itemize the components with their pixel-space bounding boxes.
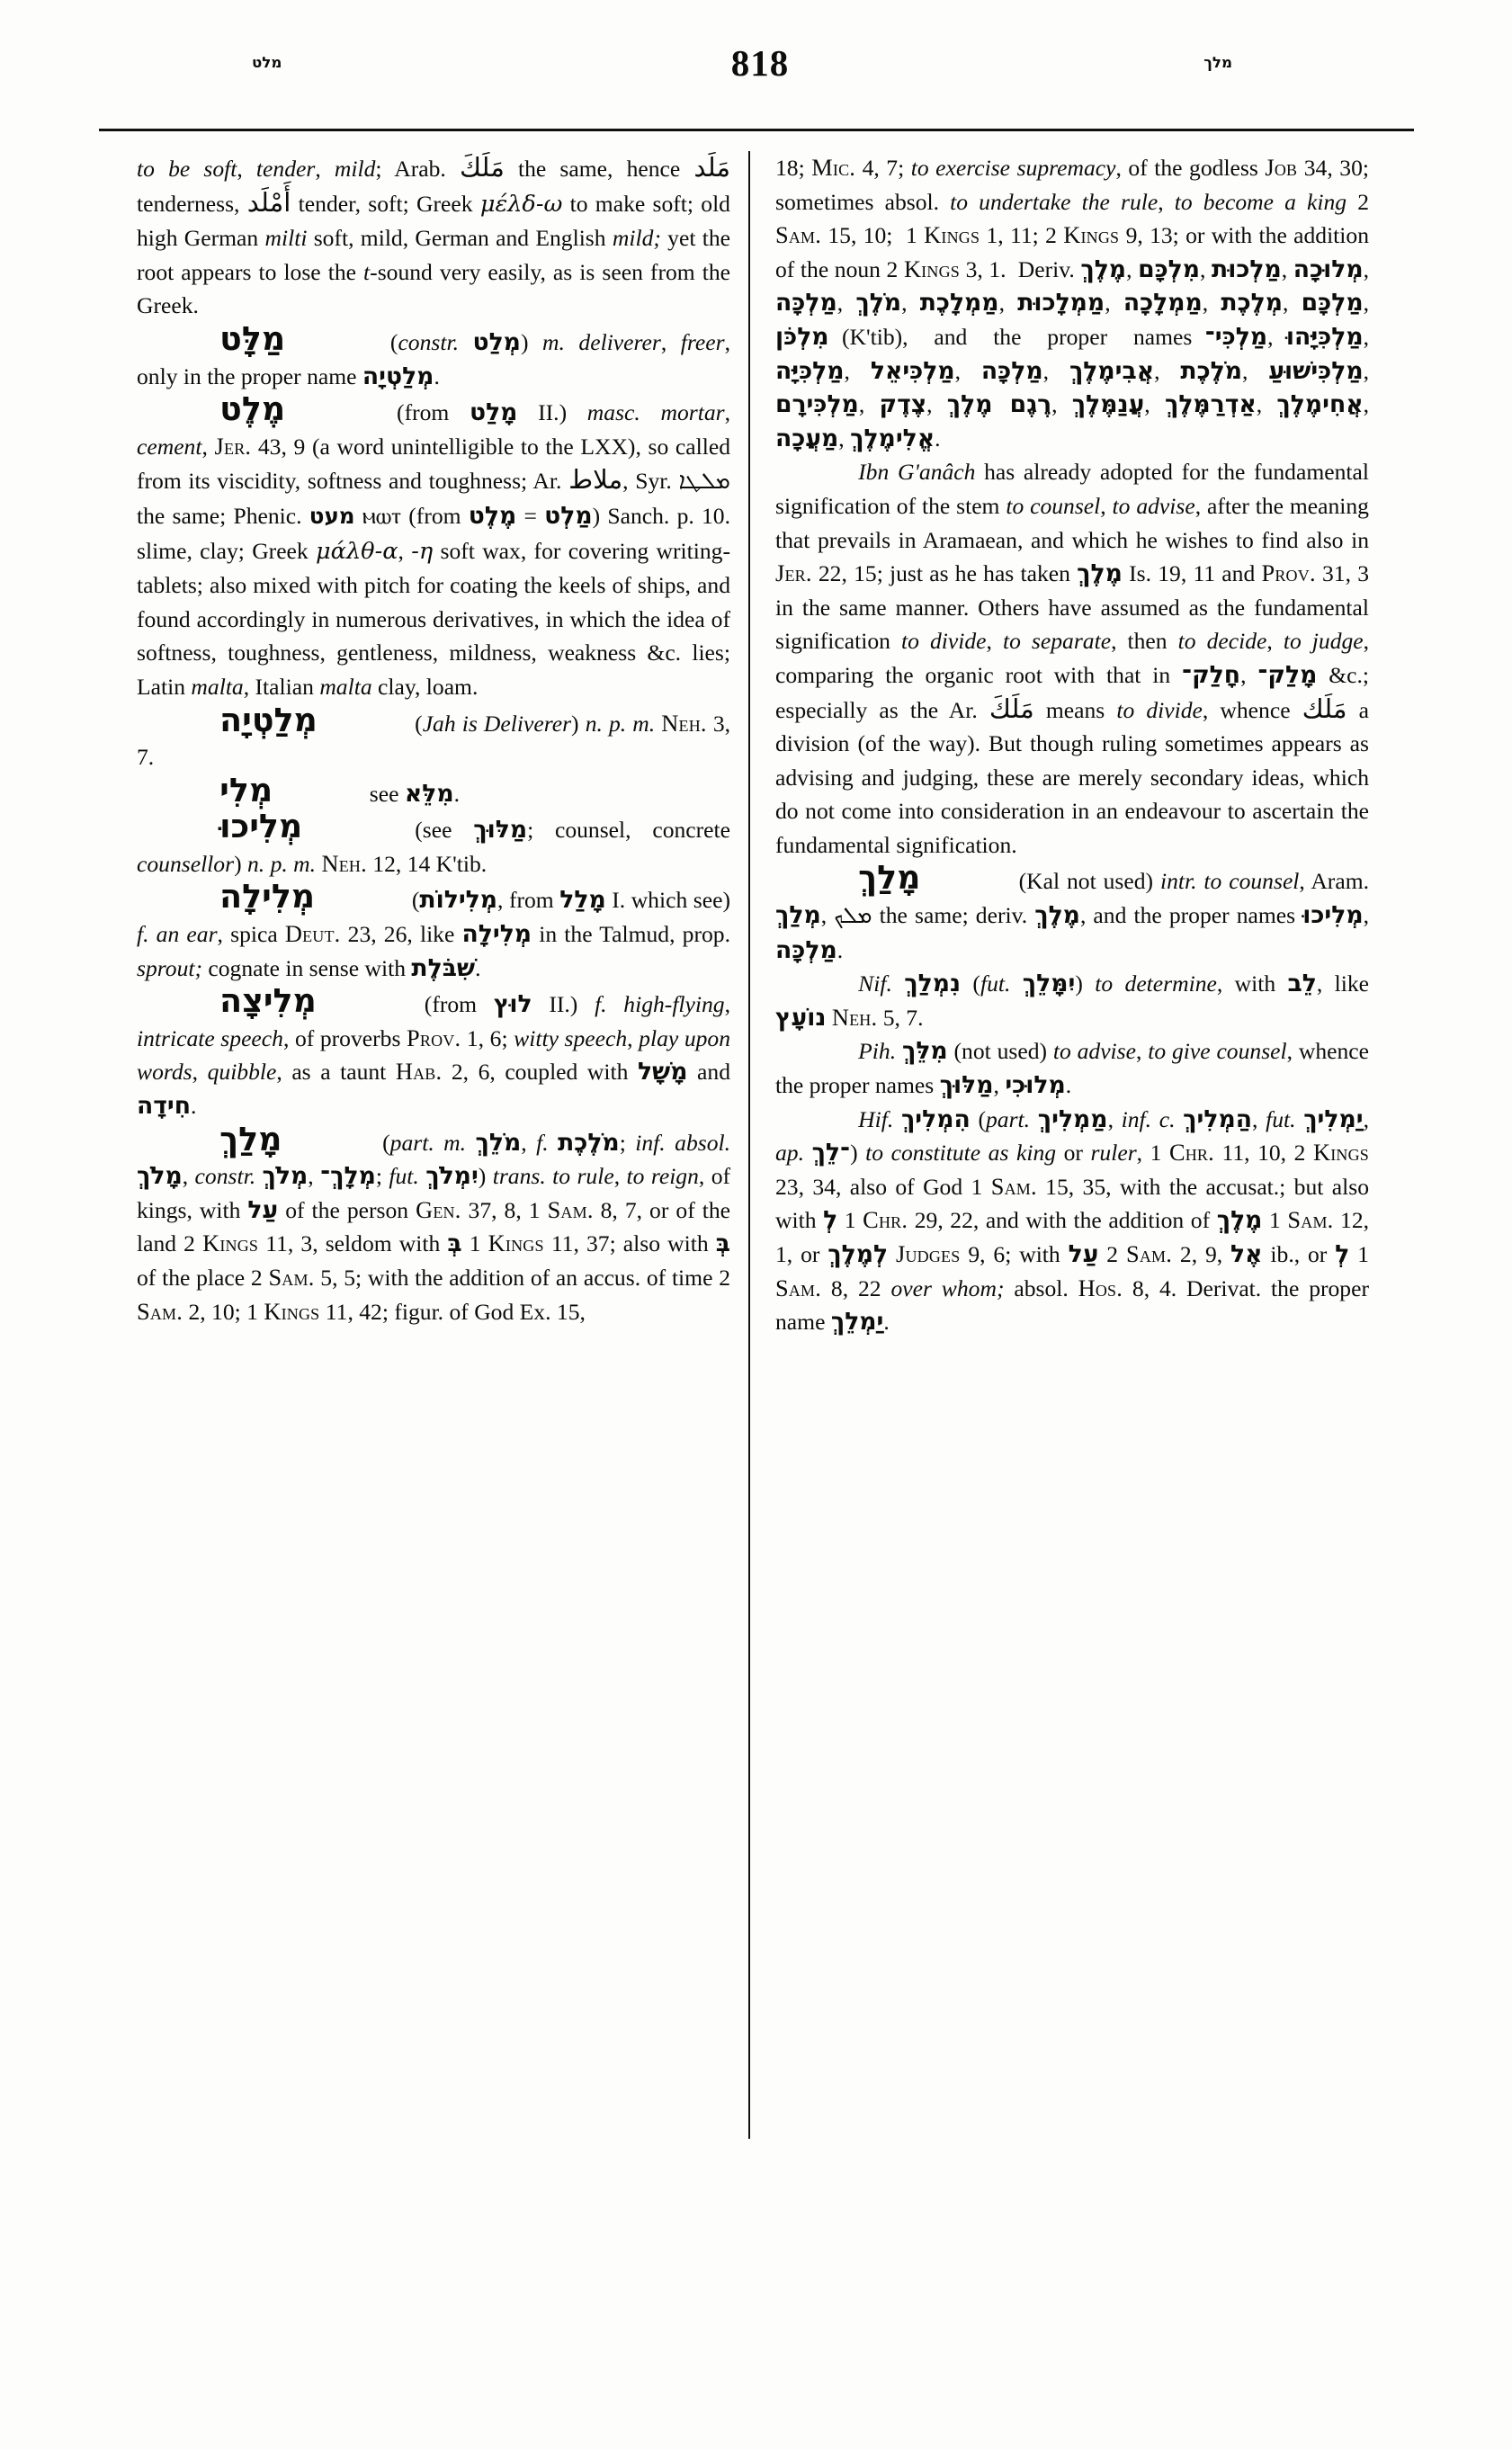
hebrew-form: מְלוּכָה [1293, 255, 1364, 283]
page-number: 818 [730, 42, 790, 84]
hebrew-form: אַדְרַמֶּלֶךְ [1164, 390, 1257, 419]
bible-ref: Hab. [395, 1059, 443, 1086]
bible-ref: Deut. [284, 921, 341, 948]
hebrew-form: מַלְכִּירָם [775, 390, 859, 419]
hebrew-form: מַלְכָּם [1301, 289, 1364, 317]
greek-word: -η [411, 537, 434, 565]
hebrew-form: מֶלֶךְ [1216, 1206, 1263, 1235]
hebrew-form: בְּ [447, 1229, 462, 1258]
hebrew-form: מַלְכִּיָּה [775, 356, 845, 385]
hebrew-form: מָשָׁל [637, 1058, 688, 1086]
hebrew-form: מַלְכִּיָּהוּ [1285, 322, 1364, 351]
hebrew-form: מַלְכָּה [775, 289, 837, 317]
greek-word: μάλθ-α [316, 537, 398, 565]
hebrew-form: נוֹעָץ [775, 1003, 827, 1032]
entry-lemma: מַלָּט [219, 318, 286, 358]
entry-melet-mortar: מֶלֶט (from מָלַט II.) masc. mortar, cement, Jer. 43, 9 (a word unintelligible to the LXX), so called from its viscidity, softness and toughness; Ar. ملاط, Syr. ܡܠܛܐ the same; Phenic. מעט ⲙⲱⲧ (from מֶלֶט = מַלְט) Sanch. p. 10. slime, clay; Greek μάλθ-α, -η soft wax, for covering writing-tablets; also mixed with pitch for coating the keels of ships, and found accordingly in numerous derivatives, in which the idea of softness, toughness, gentleness, mildness, weakness &c. lies; Latin malta, Italian malta clay, loam. [137, 389, 731, 700]
syriac-word: ܡܠܟ [834, 902, 872, 930]
hebrew-form: מֹלֶךְ [855, 289, 902, 317]
greek-word: μέλδ-ω [479, 190, 563, 218]
hebrew-form: אֶל [1230, 1240, 1263, 1268]
hebrew-form: מַמְלָכוּת [1017, 289, 1105, 317]
hebrew-form: מַלְכִּיאֵל [870, 356, 955, 385]
hebrew-form: מְלָךְ־ [320, 1162, 376, 1191]
hebrew-form: מֹלֵךְ [475, 1128, 522, 1157]
entry-hifil: Hif. הִמְלִיךְ (part. מַמְלִיךְ, inf. c. הַמְלִיךְ, fut. יַמְלִיךְ, ap. ־לֵךְ) to constitute as king or ruler, 1 Chr. 11, 10, 2 Kings 23, 34, also of God 1 Sam. 15, 35, with the accusat.; but also with לְ 1 Chr. 29, 22, and with the addition of מֶלֶךְ 1 Sam. 12, 1, or לְמֶלֶךְ Judges 9, 6; with עַל 2 Sam. 2, 9, אֶל ib., or לְ 1 Sam. 8, 22 over whom; absol. Hos. 8, 4. Derivat. the proper name יַמְלֵךְ. [775, 1104, 1370, 1337]
bible-ref: Sam. [775, 222, 822, 249]
hebrew-form: מֶלֶךְ [1034, 901, 1080, 930]
hebrew-form: מִלְכֹּן [775, 322, 829, 351]
bible-ref: Sam. [547, 1196, 594, 1223]
arabic-word: مَلَكَ [989, 693, 1034, 724]
entry-lemma: מָלַךְ [858, 858, 921, 898]
hebrew-form: מַמְלָכֶת [919, 289, 999, 317]
hebrew-form: מְלִיכוּ [1302, 901, 1364, 930]
entry-lemma: מְלִילָה [219, 877, 316, 917]
hebrew-form: מְלִילוֹת [419, 886, 498, 915]
hebrew-form: מעט [309, 502, 355, 529]
bible-ref: Sam. [1125, 1241, 1173, 1267]
entry-melatyah: מְלַטְיָה (Jah is Deliverer) n. p. m. Neh. 3, 7. [137, 700, 731, 771]
bible-ref: Kings [264, 1298, 320, 1325]
hebrew-form: מַלְכָּה [980, 356, 1043, 385]
hebrew-form: מָלַט [470, 398, 518, 427]
hebrew-form: צֶדֶק [879, 390, 927, 419]
column-right [775, 151, 1369, 1339]
hebrew-form: מַלּוּךְ [939, 1071, 994, 1100]
hebrew-form: יַמְלִיךְ [1303, 1104, 1364, 1133]
hebrew-form: לְ [823, 1206, 838, 1235]
bible-ref: Sam. [137, 1298, 183, 1325]
hebrew-form: מְלֶכֶת [1221, 289, 1284, 317]
hebrew-form: עֲנַמֶּלֶךְ [1071, 390, 1145, 419]
arabic-word: مَلَد [693, 152, 731, 183]
entry-meli: מְלִי see מִלֵּא. [219, 770, 461, 809]
hebrew-form: בְּ [715, 1229, 730, 1258]
entry-nifal: Nif. נִמְלַךְ (fut. יִמָּלֵךְ) to determine, with לֵב, like נוֹעָץ Neh. 5, 7. [775, 970, 1369, 1032]
arabic-word: أَمْلَد [246, 186, 291, 218]
bible-ref: Neh. [831, 1004, 878, 1031]
hebrew-form: מֶלֶט [468, 501, 517, 530]
bible-ref: Chr. [1168, 1140, 1214, 1167]
hebrew-form: מַלְכִּי־ [1204, 322, 1268, 351]
hebrew-form: מְלַטְיָה [362, 362, 434, 390]
entry-lemma: מְלִיצָה [219, 981, 317, 1021]
bible-ref: Job [1265, 155, 1298, 181]
running-head-left-catchword: מלט [252, 54, 282, 71]
hebrew-form: אֱלִימֶלֶךְ [850, 424, 935, 452]
bible-ref: Hos. [1078, 1274, 1123, 1301]
entry-lemma: מְלִיכוּ [219, 807, 303, 846]
entry-lemma: מְלִי [219, 770, 273, 809]
hebrew-form: מַלְכִּישׁוּעַ [1268, 356, 1364, 385]
arabic-word: مَلَكَ [459, 152, 505, 183]
hebrew-form: מְלֹךְ [262, 1162, 309, 1191]
hebrew-form: לֵב [1287, 970, 1317, 998]
bible-ref: Neh. [661, 710, 707, 737]
hebrew-form: הִמְלִיךְ [900, 1104, 971, 1133]
paragraph-malat-continued: to be soft, tender, mild; Arab. مَلَكَ the same, hence مَلَد tenderness, أَمْلَد tender, soft; Greek μέλδ-ω to make soft; old high German milti soft, mild, German and English mild; yet the root appears to lose the t-sound very easily, as is seen from the Greek. [137, 152, 731, 319]
hebrew-form: יִמְלֹךְ [425, 1162, 479, 1191]
hebrew-form: מֹלֶכֶת [558, 1128, 620, 1157]
running-head-right-catchword: מלך [1203, 54, 1232, 71]
hebrew-form: מַעֲכָה [775, 424, 839, 452]
bible-ref: Sam. [1287, 1207, 1334, 1234]
entry-melat-deliverer: מַלָּט (constr. מְלַט) m. deliverer, freer, only in the proper name מְלַטְיָה. [137, 318, 731, 390]
column-left [137, 151, 730, 1328]
entry-malak-verb: מָלַךְ (part. m. מֹלֵךְ, f. מֹלֶכֶת; inf. absol. מָלֹךְ, constr. מְלֹךְ, מְלָךְ־; fut. יִמְלֹךְ) trans. to rule, to reign, of kings, with עַל of the person Gen. 37, 8, 1 Sam. 8, 7, or of the land 2 Kings 11, 3, seldom with בְּ 1 Kings 11, 37; also with בְּ of the place 2 Sam. 5, 5; with the addition of an accus. of time 2 Sam. 2, 10; 1 Kings 11, 42; figur. of God Ex. 15, [137, 1119, 731, 1325]
hebrew-form: יַמְלֵךְ [830, 1308, 884, 1337]
german-word: milti [264, 225, 308, 252]
entry-lemma: מְלַטְיָה [219, 700, 318, 739]
hebrew-form: מִלֵּא [404, 779, 454, 808]
arabic-word: ملاط [568, 464, 623, 496]
bible-ref: Gen. [416, 1196, 461, 1223]
hebrew-form: רֶגֶם מֶלֶךְ [946, 390, 1052, 419]
hebrew-form: לוּץ [493, 990, 532, 1019]
hebrew-form: מַלְט [544, 501, 593, 530]
header-rule [99, 129, 1414, 131]
hebrew-form: חָלַק־ [1182, 660, 1241, 689]
entry-lemma: מָלַךְ [219, 1119, 282, 1158]
hebrew-form: יִמָּלֵךְ [1022, 970, 1076, 998]
entry-melichu: מְלִיכוּ (see מַלּוּךְ; counsel, concrete counsellor) n. p. m. Neh. 12, 14 K'tib. [137, 807, 730, 877]
bible-ref: Prov. [407, 1024, 461, 1051]
bible-ref: Kings [1312, 1140, 1370, 1167]
bible-ref: Sam. [990, 1173, 1037, 1200]
hebrew-form: ־לֵךְ [811, 1139, 851, 1167]
hebrew-form: שִׁבֹּלֶת [411, 953, 476, 982]
hebrew-form: הַמְלִיךְ [1183, 1104, 1253, 1133]
hebrew-form: לְ [1335, 1240, 1350, 1268]
bible-ref: Mic. [811, 155, 856, 181]
running-head [153, 34, 1367, 106]
hebrew-form: מְלִילָה [461, 920, 532, 949]
hebrew-form: מַלּוּךְ [473, 816, 528, 845]
hebrew-form: מַמְלִיךְ [1037, 1104, 1108, 1133]
hebrew-form: לְמֶלֶךְ [828, 1240, 889, 1268]
hebrew-form: עַל [247, 1195, 279, 1224]
syriac-word: ܡܠܛܐ [678, 468, 730, 496]
bible-ref: Kings [488, 1230, 544, 1257]
hebrew-form: מְלַךְ [775, 901, 821, 930]
bible-ref: Kings [202, 1230, 259, 1257]
entry-melitsah: מְלִיצָה (from לוּץ II.) f. high-flying, intricate speech, of proverbs Prov. 1, 6; witty speech, play upon words, quibble, as a taunt Hab. 2, 6, coupled with מָשָׁל and חִידָה. [137, 981, 731, 1121]
coptic-word: ⲙⲱⲧ [362, 502, 402, 530]
hebrew-form: מִלֵּךְ [901, 1037, 948, 1066]
column-divider [748, 151, 750, 2139]
hebrew-form: חִידָה [137, 1092, 192, 1121]
bible-ref: Jer. [214, 433, 252, 460]
entry-lemma: מֶלֶט [219, 389, 286, 429]
bible-ref: Kings [903, 255, 960, 282]
hebrew-form: מַלְכָּה [775, 935, 837, 964]
hebrew-form: מָלַק־ [1257, 660, 1318, 689]
bible-ref: Jer. [775, 560, 812, 587]
paragraph-malak-continued: 18; Mic. 4, 7; to exercise supremacy, of the godless Job 34, 30; sometimes absol. to undertake the rule, to become a king 2 Sam. 15, 10; 1 Kings 1, 11; 2 Kings 9, 13; or with the addition of the noun 2 Kings 3, 1. Deriv. מֶלֶךְ, מִלְכָּם, מַלְכוּת, מְלוּכָה, מַלְכָּה, מֹלֶךְ, מַמְלָכֶת, מַמְלָכוּת, מַמְלָכָה, מְלֶכֶת, מַלְכָּם, מִלְכֹּן (K'tib), and the proper names מַלְכִּי־, מַלְכִּיָּהוּ, מַלְכִּיָּה, מַלְכִּיאֵל, מַלְכָּה, אֲבִימֶלֶךְ, מֹלֶכֶת, מַלְכִּישׁוּעַ, מַלְכִּירָם, צֶדֶק, רֶגֶם מֶלֶךְ, עֲנַמֶּלֶךְ, אַדְרַמֶּלֶךְ, אֲחִימֶלֶךְ, מַעֲכָה, אֱלִימֶלֶךְ. [775, 155, 1370, 452]
bible-ref: Judges [896, 1241, 961, 1267]
hebrew-form: אֲבִימֶלֶךְ [1069, 356, 1155, 385]
hebrew-form: מְלוּכִי [1005, 1071, 1066, 1100]
bible-ref: Sam. [268, 1265, 315, 1291]
bible-ref: Kings [1063, 222, 1120, 249]
paragraph-ibn-ganach: Ibn G'anâch has already adopted for the fundamental signification of the stem to counsel, to advise, after the meaning that prevails in Aramaean, and which he wishes to find also in Jer. 22, 15; just as he has taken מֶלֶךְ Is. 19, 11 and Prov. 31, 3 in the same manner. Others have assumed as the fundamental signification to divide, to separate, then to decide, to judge, comparing the organic root with that in חָלַק־, מָלַק־ &c.; especially as the Ar. مَلَكَ means to divide, whence مَلَك a division (of the way). But though ruling sometimes appears as advising and judging, these are merely secondary ideas, which do not come into consideration in an endeavour to ascertain the fundamental signification. [775, 459, 1370, 858]
hebrew-form: מְלַט [472, 327, 521, 356]
bible-ref: Neh. [321, 850, 367, 877]
hebrew-form: עַל [1068, 1240, 1099, 1268]
hebrew-form: מִלְכָּם [1138, 255, 1201, 283]
hebrew-form: נִמְלַךְ [904, 970, 962, 998]
entry-malak-kal: מָלַךְ (Kal not used) intr. to counsel, Aram. מְלַךְ, ܡܠܟ the same; deriv. מֶלֶךְ, and the proper names מְלִיכוּ, מַלְכָּה. [775, 858, 1370, 964]
bible-ref: Kings [924, 222, 980, 249]
hebrew-form: מֶלֶךְ [1080, 255, 1127, 283]
hebrew-form: מֶלֶךְ [1077, 559, 1123, 588]
bible-ref: Chr. [863, 1207, 908, 1234]
hebrew-form: מַמְלָכָה [1123, 289, 1203, 317]
arabic-word: مَلَك [1302, 693, 1347, 724]
hebrew-form: מָלַל [559, 886, 606, 915]
entry-melilah: מְלִילָה (מְלִילוֹת, from מָלַל I. which see) f. an ear, spica Deut. 23, 26, like מְלִילָה in the Talmud, prop. sprout; cognate in sense with שִׁבֹּלֶת. [137, 877, 730, 982]
hebrew-form: אֲחִימֶלֶךְ [1276, 390, 1364, 419]
entry-piel: Pih. מִלֵּךְ (not used) to advise, to give counsel, whence the proper names מַלּוּךְ, מְלוּכִי. [775, 1037, 1370, 1100]
hebrew-form: מָלֹךְ [137, 1162, 183, 1191]
bible-ref: Sam. [775, 1274, 822, 1301]
hebrew-form: מֹלֶכֶת [1180, 356, 1243, 385]
bible-ref: Prov. [1261, 560, 1316, 587]
hebrew-form: מַלְכוּת [1212, 255, 1282, 283]
